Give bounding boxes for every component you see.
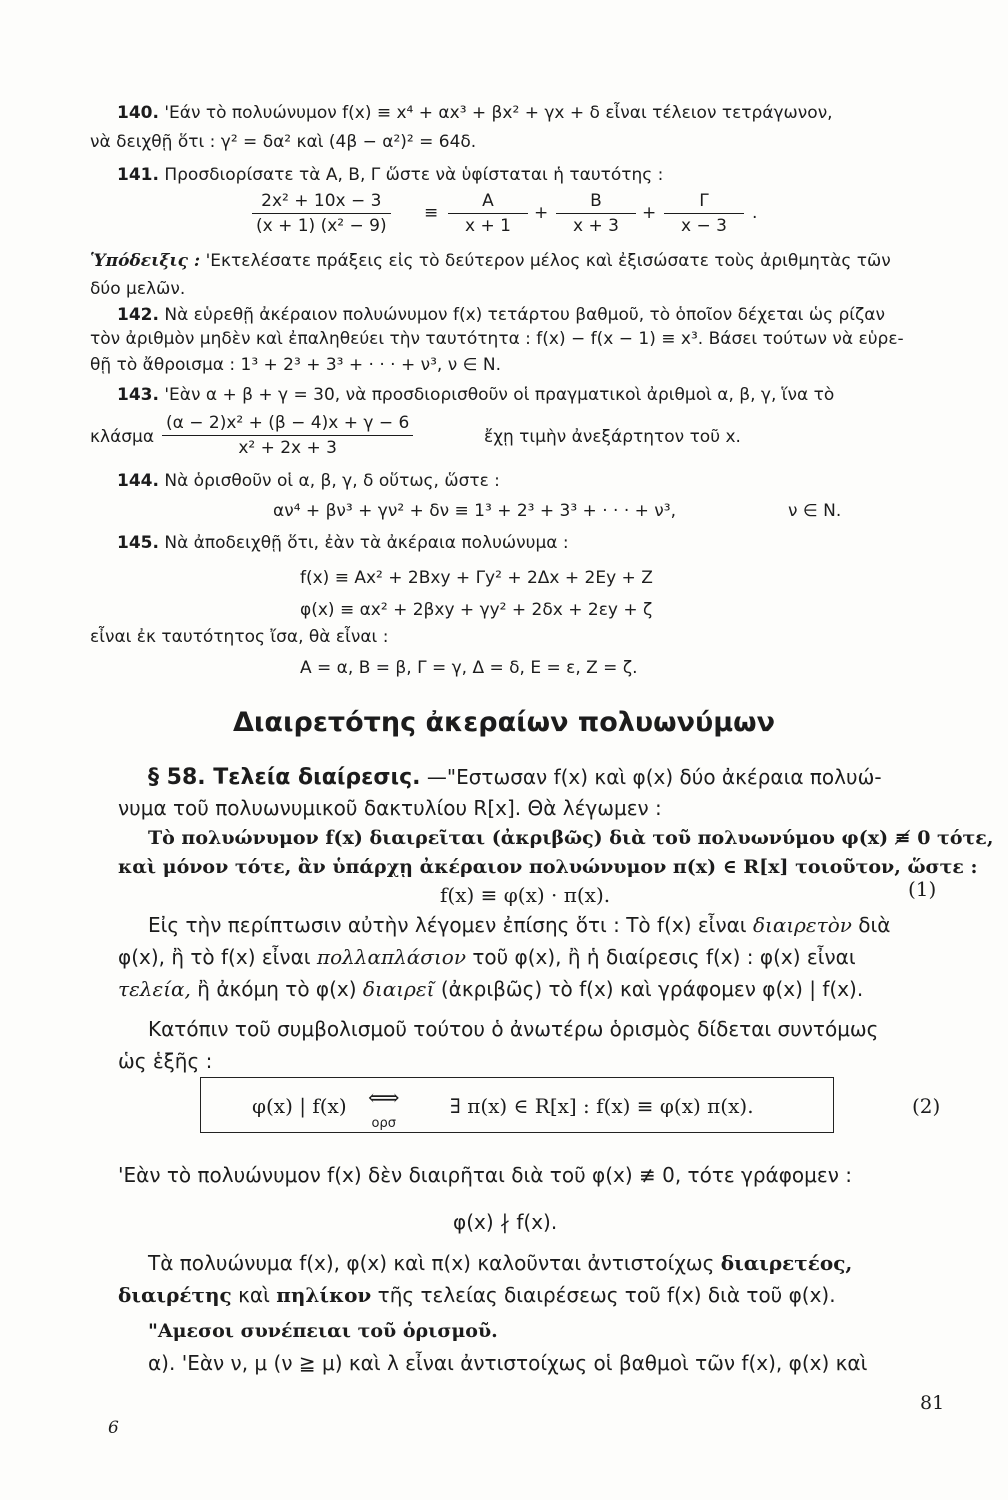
exercise-142-line1: 142. Νὰ εὑρεθῇ ἀκέραιον πολυώνυμον f(x) τετάρτου βαθμοῦ, τὸ ὁποῖον δέχεται ὡς ρίζαν [117,305,885,325]
hint-label: Ὑπόδειξις : [90,251,201,271]
hint-141-line1: Ὑπόδειξις : 'Εκτελέσατε πράξεις εἰς τὸ δεύτερον μέλος καὶ ἐξισώσατε τοὺς ἀριθμητὰς τῶν [90,251,891,271]
consequences-heading: "Αμεσοι συνέπειαι τοῦ ὁρισμοῦ. [148,1320,498,1342]
equation-2-tag: (2) [912,1094,941,1118]
exercise-145-line2: εἶναι ἐκ ταυτότητος ἴσα, θὰ εἶναι : [90,627,389,647]
iff-arrow-icon: ⟺ [368,1086,400,1111]
exercise-142-line2: τὸν ἀριθμὸν μηδὲν καὶ ἐπαληθεύει τὴν ταυτότητα : f(x) − f(x − 1) ≡ x³. Βάσει τούτων νὰ εὑρε- [90,329,904,349]
para-2-line1: Κατόπιν τοῦ συμβολισμοῦ τούτου ὁ ἀνωτέρω ὁρισμὸς δίδεται συντόμως [148,1017,879,1041]
exercise-143-line1: 143. 'Εὰν α + β + γ = 30, νὰ προσδιορισθοῦν οἱ πραγματικοὶ ἀριθμοὶ α, β, γ, ἵνα τὸ [117,385,835,405]
para-1-line3: τελεία, ἢ ἀκόμη τὸ φ(x) διαιρεῖ (ἀκριβῶς) τὸ f(x) καὶ γράφομεν φ(x) | f(x). [118,977,864,1001]
exercise-144-equation: αν⁴ + βν³ + γν² + δν ≡ 1³ + 2³ + 3³ + · · · + ν³, [273,501,676,521]
iff-arrow [368,1088,400,1131]
exercise-145-eq1: f(x) ≡ Αx² + 2Βxy + Γy² + 2Δx + 2Εy + Ζ [300,568,653,588]
section-title: Διαιρετότης ἀκεραίων πολυωνύμων [233,707,775,738]
definition-line2: καὶ μόνον τότε, ἂν ὑπάρχῃ ἀκέραιον πολυώνυμον π(x) ∈ R[x] τοιοῦτον, ὥστε : [118,856,978,878]
exercise-140-line1: 140. 'Εάν τὸ πολυώνυμον f(x) ≡ x⁴ + αx³ + βx² + γx + δ εἶναι τέλειον τετράγωνον, [117,103,833,123]
exercise-145-line1: 145. Νὰ ἀποδειχθῇ ὅτι, ἐὰν τὰ ἀκέραια πολυώνυμα : [117,533,569,553]
fraction-a: Α x + 1 [448,190,528,237]
para-4-line2: διαιρέτης καὶ πηλίκον τῆς τελείας διαιρέσεως τοῦ f(x) διὰ τοῦ φ(x). [118,1283,836,1307]
exercise-144-number: 144. [117,471,159,491]
fraction-b: Β x + 3 [556,190,636,237]
fraction-143: (α − 2)x² + (β − 4)x + γ − 6 x² + 2x + 3 [162,412,413,459]
klasma-label: κλάσμα [90,427,155,447]
exercise-143-rest: ἔχῃ τιμὴν ἀνεξάρτητον τοῦ x. [484,427,741,447]
para-4-line1: Τὰ πολυώνυμα f(x), φ(x) καὶ π(x) καλοῦνται ἀντιστοίχως διαιρετέος, [148,1251,853,1275]
exercise-141-number: 141. [117,165,159,185]
exercise-145-number: 145. [117,533,159,553]
exercise-145-eq2: φ(x) ≡ αx² + 2βxy + γy² + 2δx + 2εy + ζ [300,600,653,620]
definition-line1: Τὸ πολυώνυμον f(x) διαιρεῖται (ἀκριβῶς) διὰ τοῦ πολυωνύμου φ(x) ≢ 0 τότε, [148,827,994,849]
box-left: φ(x) | f(x) [252,1094,347,1118]
section-58-heading: § 58. Τελεία διαίρεσις. [148,765,421,790]
section-58-line1: § 58. Τελεία διαίρεσις. —"Εστωσαν f(x) καὶ φ(x) δύο ἀκέραια πολυώ- [148,765,882,790]
identity-141: 2x² + 10x − 3 (x + 1) (x² − 9) ≡ Α x + 1 + Β x + 3 + Γ x − 3 . [252,190,792,240]
para-3-equation: φ(x) ∤ f(x). [453,1210,558,1234]
exercise-144-condition: ν ∈ N. [788,501,842,521]
exercise-145-eq3: Α = α, Β = β, Γ = γ, Δ = δ, Ε = ε, Ζ = ζ. [300,658,638,678]
exercise-142-line3: θῇ τὸ ἄθροισμα : 1³ + 2³ + 3³ + · · · + ν³, ν ∈ N. [90,355,501,375]
para-2-line2: ὡς ἑξῆς : [118,1049,213,1073]
exercise-144-line1: 144. Νὰ ὁρισθοῦν οἱ α, β, γ, δ οὕτως, ὥστε : [117,471,500,491]
fraction-g: Γ x − 3 [664,190,744,237]
page-number: 81 [920,1392,945,1414]
exercise-141-line1: 141. Προσδιορίσατε τὰ Α, Β, Γ ὥστε νὰ ὑφίσταται ἡ ταυτότης : [117,165,664,185]
exercise-140-line2: νὰ δειχθῇ ὅτι : γ² = δα² καὶ (4β − α²)² = 64δ. [90,132,477,152]
exercise-143-number: 143. [117,385,159,405]
equation-1-tag: (1) [908,877,937,901]
para-1-line1: Εἰς τὴν περίπτωσιν αὐτὴν λέγομεν ἐπίσης ὅτι : Τὸ f(x) εἶναι διαιρετὸν διὰ [148,913,891,937]
exercise-140-number: 140. [117,103,159,123]
para-6-line1: α). 'Εὰν ν, μ (ν ≧ μ) καὶ λ εἶναι ἀντιστοίχως οἱ βαθμοὶ τῶν f(x), φ(x) καὶ [148,1351,868,1375]
box-right: ∃ π(x) ∈ R[x] : f(x) ≡ φ(x) π(x). [450,1094,754,1118]
signature-mark: 6 [108,1418,119,1438]
exercise-142-number: 142. [117,305,159,325]
iff-label: ορσ [371,1116,396,1131]
equation-1: f(x) ≡ φ(x) · π(x). [440,883,611,907]
para-1-line2: φ(x), ἢ τὸ f(x) εἶναι πολλαπλάσιον τοῦ φ(x), ἢ ἡ διαίρεσις f(x) : φ(x) εἶναι [118,945,856,969]
fraction-lhs: 2x² + 10x − 3 (x + 1) (x² − 9) [252,190,391,237]
para-3-line1: 'Εὰν τὸ πολυώνυμον f(x) δὲν διαιρῆται διὰ τοῦ φ(x) ≢ 0, τότε γράφομεν : [118,1163,852,1187]
hint-141-line2: δύο μελῶν. [90,279,186,299]
section-58-line2: νυμα τοῦ πολυωνυμικοῦ δακτυλίου R[x]. Θὰ λέγωμεν : [118,796,662,820]
